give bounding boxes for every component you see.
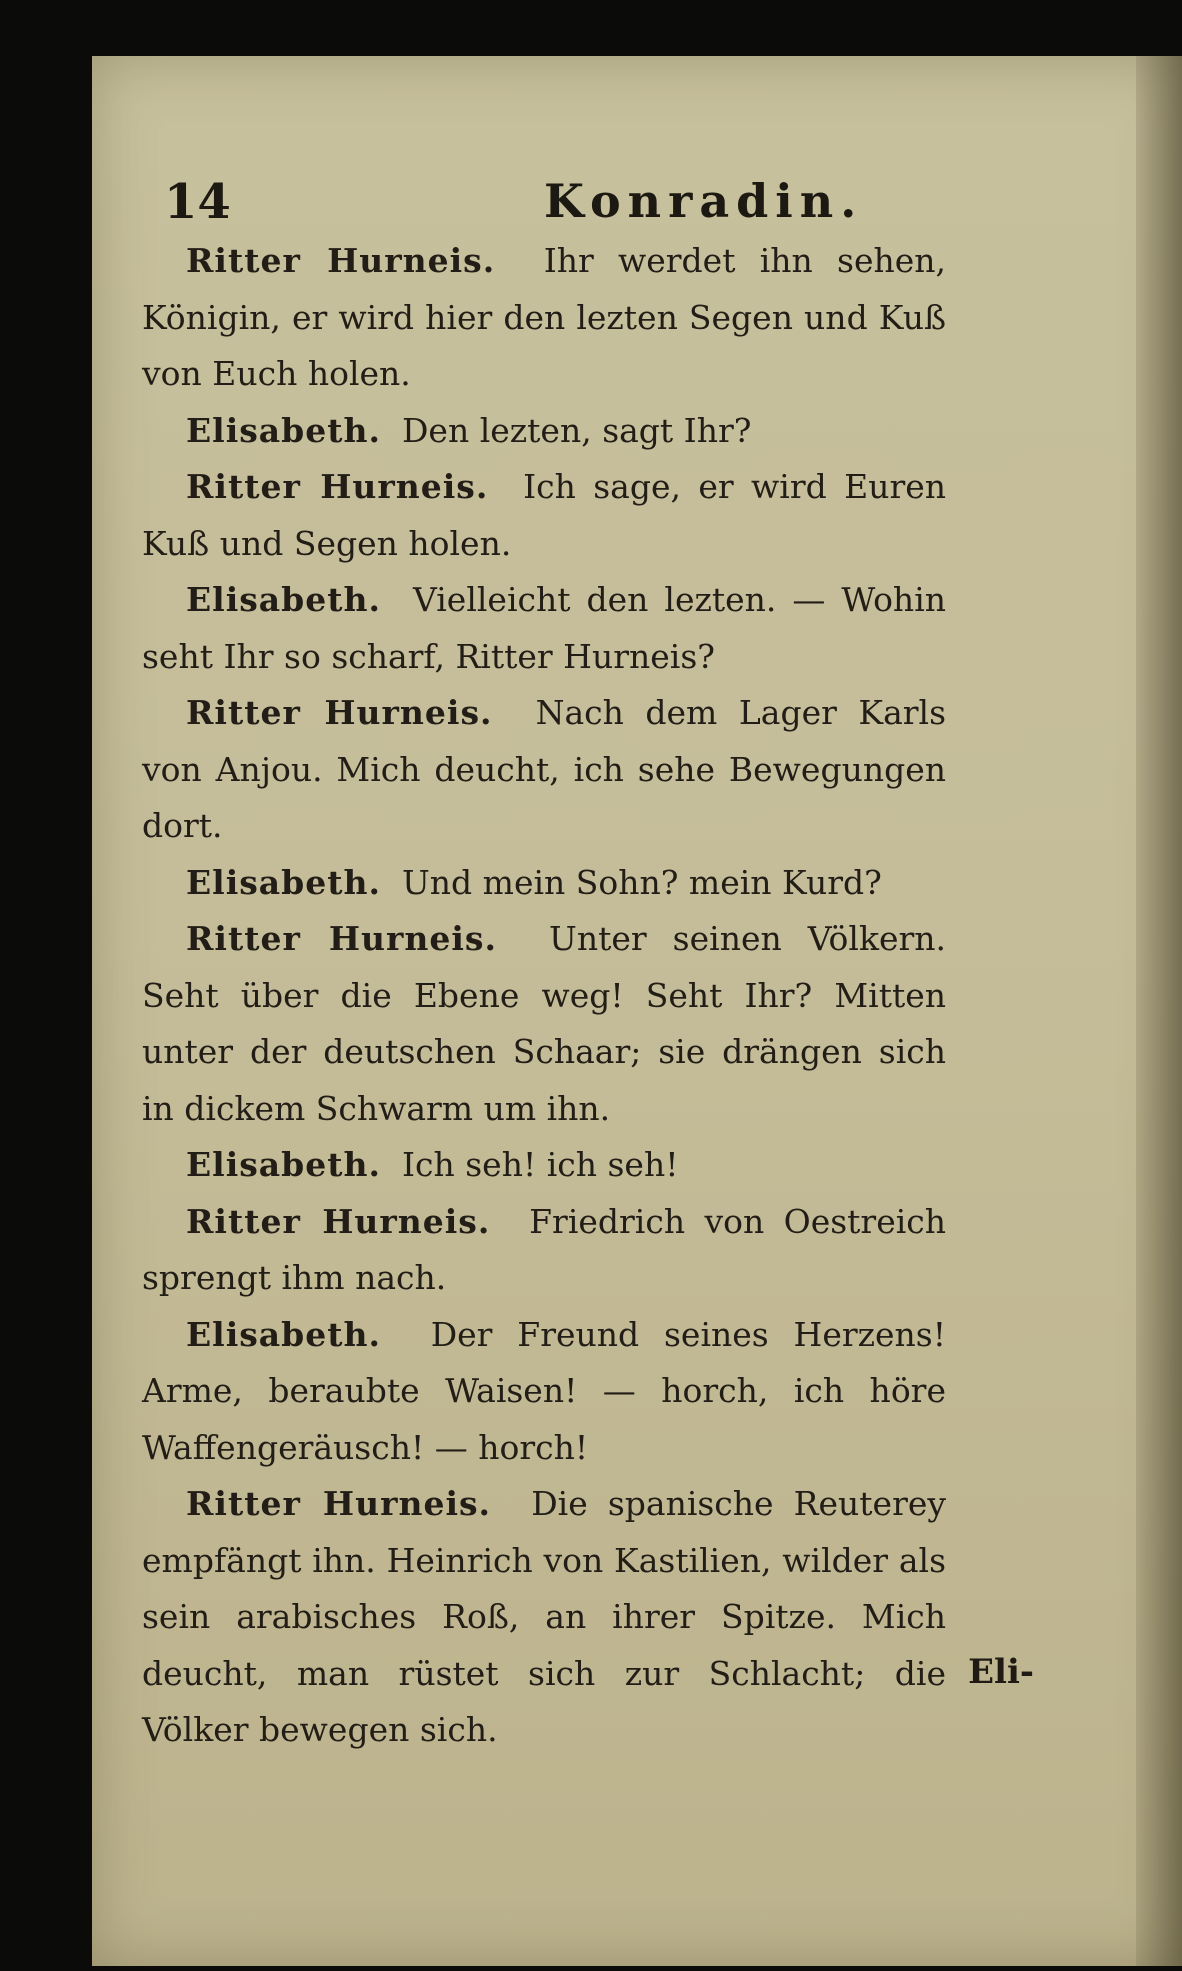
speaker-name: Elisabeth. (186, 1145, 381, 1184)
speech-text: Ihr werdet ihn sehen, Königin, er wird hier den lezten Segen und Kuß von Euch holen. (142, 241, 946, 393)
dialogue-paragraph (142, 911, 946, 1137)
speech-text: Die spanische Reuterey empfängt ihn. Heinrich von Kastilien, wilder als sein arabisches Roß, an ihrer Spitze. Mich deucht, man rüstet sich zur Schlacht; die Völker bewegen sich. (142, 1484, 947, 1749)
dialogue-paragraph (142, 459, 946, 572)
speech-text: Friedrich von Oestreich sprengt ihm nach. (142, 1201, 947, 1297)
speaker-name: Ritter Hurneis. (186, 241, 496, 280)
dialogue-paragraph (142, 233, 946, 403)
speech-text: Den lezten, sagt Ihr? (401, 410, 752, 450)
speech-text: Und mein Sohn? mein Kurd? (401, 862, 882, 902)
speech-text: Unter seinen Völkern. Seht über die Ebene weg! Seht Ihr? Mitten unter der deutschen Schaar; sie drängen sich in dickem Schwarm um ihn. (142, 919, 947, 1128)
page-edge-shadow (1136, 56, 1182, 1966)
speaker-name: Elisabeth. (186, 1314, 381, 1354)
dialogue-paragraph (142, 685, 946, 855)
dialogue-paragraph (142, 1476, 946, 1759)
dialogue-paragraph (142, 1194, 946, 1307)
dialogue-text (142, 233, 946, 1759)
dialogue-paragraph (142, 572, 946, 685)
speech-text: Nach dem Lager Karls von Anjou. Mich deucht, ich sehe Bewegungen dort. (142, 693, 947, 845)
speaker-name: Elisabeth. (186, 580, 381, 619)
speaker-name: Ritter Hurneis. (186, 1201, 491, 1241)
speaker-name: Elisabeth. (186, 410, 381, 450)
speech-text: Der Freund seines Herzens! Arme, beraubte Waisen! — horch, ich höre Waffengeräusch! — horch! (142, 1314, 947, 1467)
dialogue-paragraph (142, 855, 946, 912)
speaker-name: Ritter Hurneis. (186, 919, 497, 958)
speaker-name: Ritter Hurneis. (186, 693, 493, 732)
catchword: Eli- (968, 1652, 1034, 1692)
speaker-name: Ritter Hurneis. (186, 467, 489, 506)
dialogue-paragraph (142, 1137, 946, 1194)
speaker-name: Elisabeth. (186, 862, 381, 902)
speech-text: Vielleicht den lezten. — Wohin seht Ihr so scharf, Ritter Hurneis? (142, 580, 946, 676)
dialogue-paragraph (142, 1307, 946, 1477)
running-title: Konradin. (544, 174, 864, 228)
speaker-name: Ritter Hurneis. (186, 1484, 492, 1523)
page-number: 14 (164, 174, 231, 230)
speech-text: Ich seh! ich seh! (401, 1145, 679, 1184)
dialogue-paragraph (142, 403, 946, 460)
speech-text: Ich sage, er wird Euren Kuß und Segen holen. (142, 467, 947, 563)
